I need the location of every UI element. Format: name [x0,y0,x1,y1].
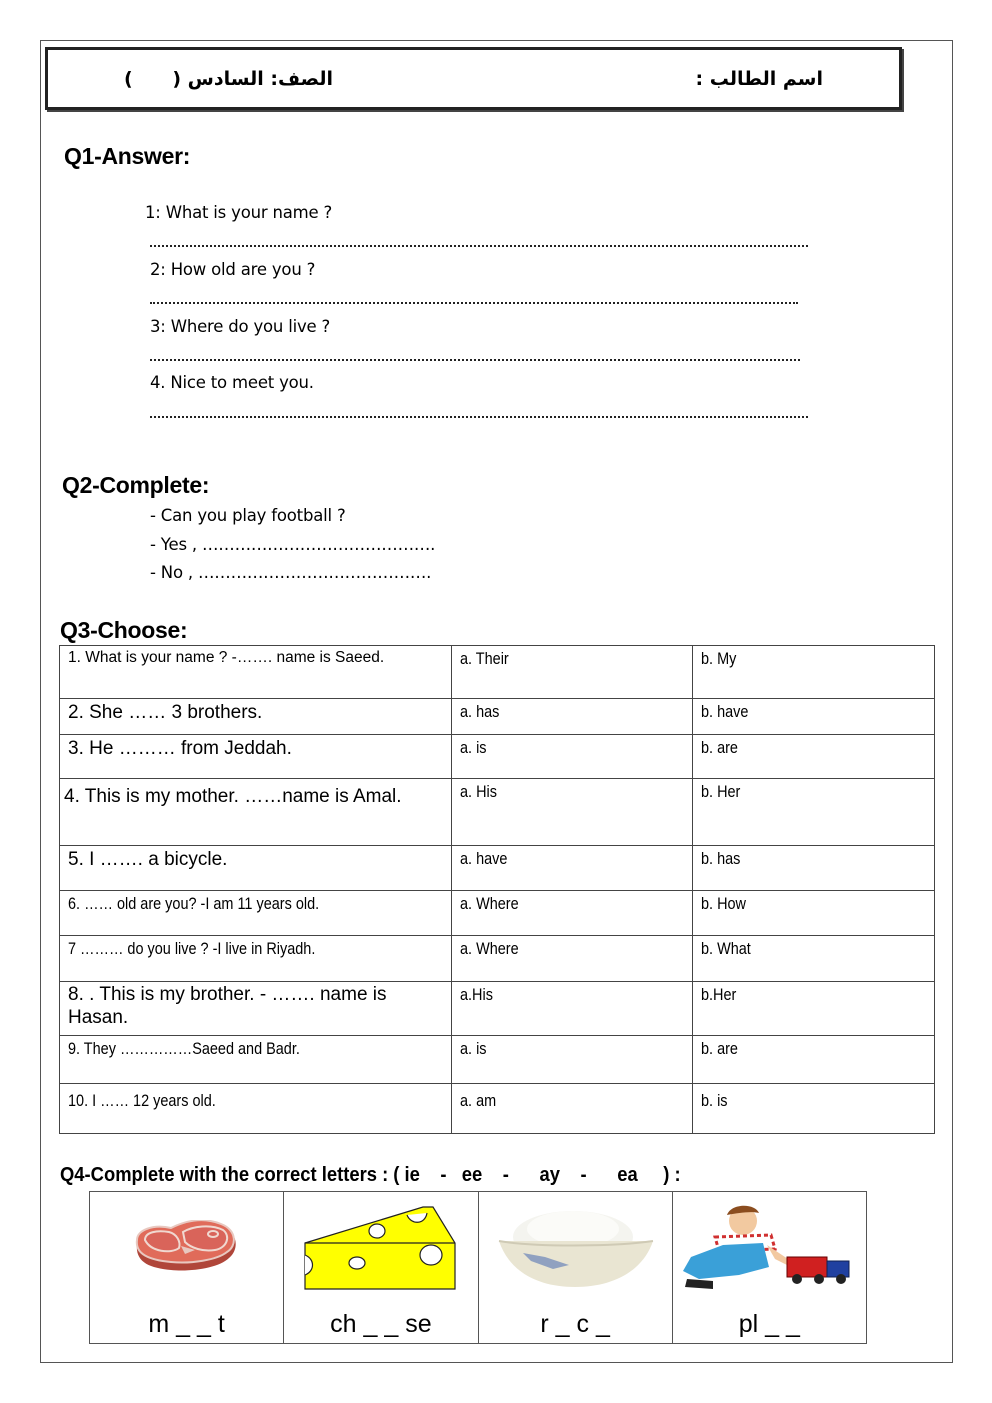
word-blank[interactable]: r _ c _ [540,1310,610,1338]
option-b[interactable]: b. is [701,1091,728,1110]
option-a[interactable]: a. His [459,782,497,801]
question-cell: 3. He ……… from Jeddah. [60,735,452,779]
option-b[interactable]: b. Her [701,782,741,801]
q1-title: Q1-Answer: [64,143,191,169]
q2-prompt: - Can you play football ? [150,506,346,525]
meat-steak-icon [90,1200,283,1295]
table-row [60,646,935,699]
table-row [60,1036,935,1084]
option-b[interactable]: b. My [701,649,737,668]
table-row [60,936,935,982]
picture-card-cheese [284,1192,478,1344]
question-cell: 8. . This is my brother. - ……. name is Hasan. [60,982,452,1036]
option-b[interactable]: b.Her [701,985,737,1004]
table-row [60,779,935,846]
q4-picture-table [89,1191,867,1344]
q1-answer-line-3[interactable] [150,357,800,361]
option-a[interactable]: a. has [459,702,500,721]
option-a[interactable]: a. Where [459,894,519,913]
q2-title: Q2-Complete: [62,472,210,498]
question-cell: 9. They ……………Saeed and Badr. [68,1039,300,1058]
class-label: الصف: السادس ( ) [124,68,333,90]
option-a[interactable]: a.His [459,985,493,1004]
q1-answer-line-1[interactable] [150,243,808,247]
cheese-wedge-icon [284,1200,477,1295]
table-row [60,891,935,936]
q3-choose-table [59,645,935,1134]
rice-bowl-icon [479,1200,672,1295]
question-cell: 2. She …… 3 brothers. [60,699,452,735]
table-row [60,699,935,735]
q2-no-answer[interactable]: - No , ……………………………………. [150,563,432,582]
question-cell: 1. What is your name ? -……. name is Saeed. [60,646,452,699]
picture-card-meat [90,1192,284,1344]
student-name-label: اسم الطالب : [695,68,823,90]
picture-card-rice [478,1192,672,1344]
q1-question-2: 2: How old are you ? [150,260,316,279]
q2-yes-answer[interactable]: - Yes , ……………………………………. [150,535,436,554]
student-info-header [45,47,902,110]
q1-question-4: 4. Nice to meet you. [150,373,314,392]
word-blank[interactable]: m _ _ t [148,1310,225,1338]
option-a[interactable]: a. have [459,849,508,868]
question-cell: 10. I …… 12 years old. [68,1091,216,1110]
q1-question-3: 3: Where do you live ? [150,317,331,336]
option-b[interactable]: b. have [701,702,749,721]
option-b[interactable]: b. has [701,849,741,868]
table-row [60,735,935,779]
word-blank[interactable]: pl _ _ [738,1310,800,1338]
picture-card-play [672,1192,866,1344]
option-b[interactable]: b. are [701,738,739,757]
option-a[interactable]: a. Their [459,649,509,668]
option-b[interactable]: b. What [701,939,752,958]
question-cell: 5. I ……. a bicycle. [60,846,452,891]
option-a[interactable]: a. is [459,738,487,757]
q1-question-1: 1: What is your name ? [145,203,333,222]
table-row [60,1084,935,1134]
question-cell: 6. …… old are you? -I am 11 years old. [68,894,320,913]
word-blank[interactable]: ch _ _ se [330,1310,432,1338]
option-b[interactable]: b. are [701,1039,739,1058]
option-a[interactable]: a. is [459,1039,487,1058]
table-row [60,982,935,1036]
option-b[interactable]: b. How [701,894,747,913]
question-cell: 7 ……… do you live ? -I live in Riyadh. [68,939,316,958]
question-cell: 4. This is my mother. ……name is Amal. [60,779,452,846]
boy-playing-toy-truck-icon [673,1200,866,1295]
q3-title: Q3-Choose: [60,617,188,643]
option-a[interactable]: a. Where [459,939,519,958]
q1-answer-line-4[interactable] [150,414,808,418]
option-a[interactable]: a. am [459,1091,496,1110]
table-row [60,846,935,891]
q4-title: Q4-Complete with the correct letters : ( ie - ee - ay - ea ) : [60,1164,681,1186]
q1-answer-line-2[interactable] [150,300,798,304]
